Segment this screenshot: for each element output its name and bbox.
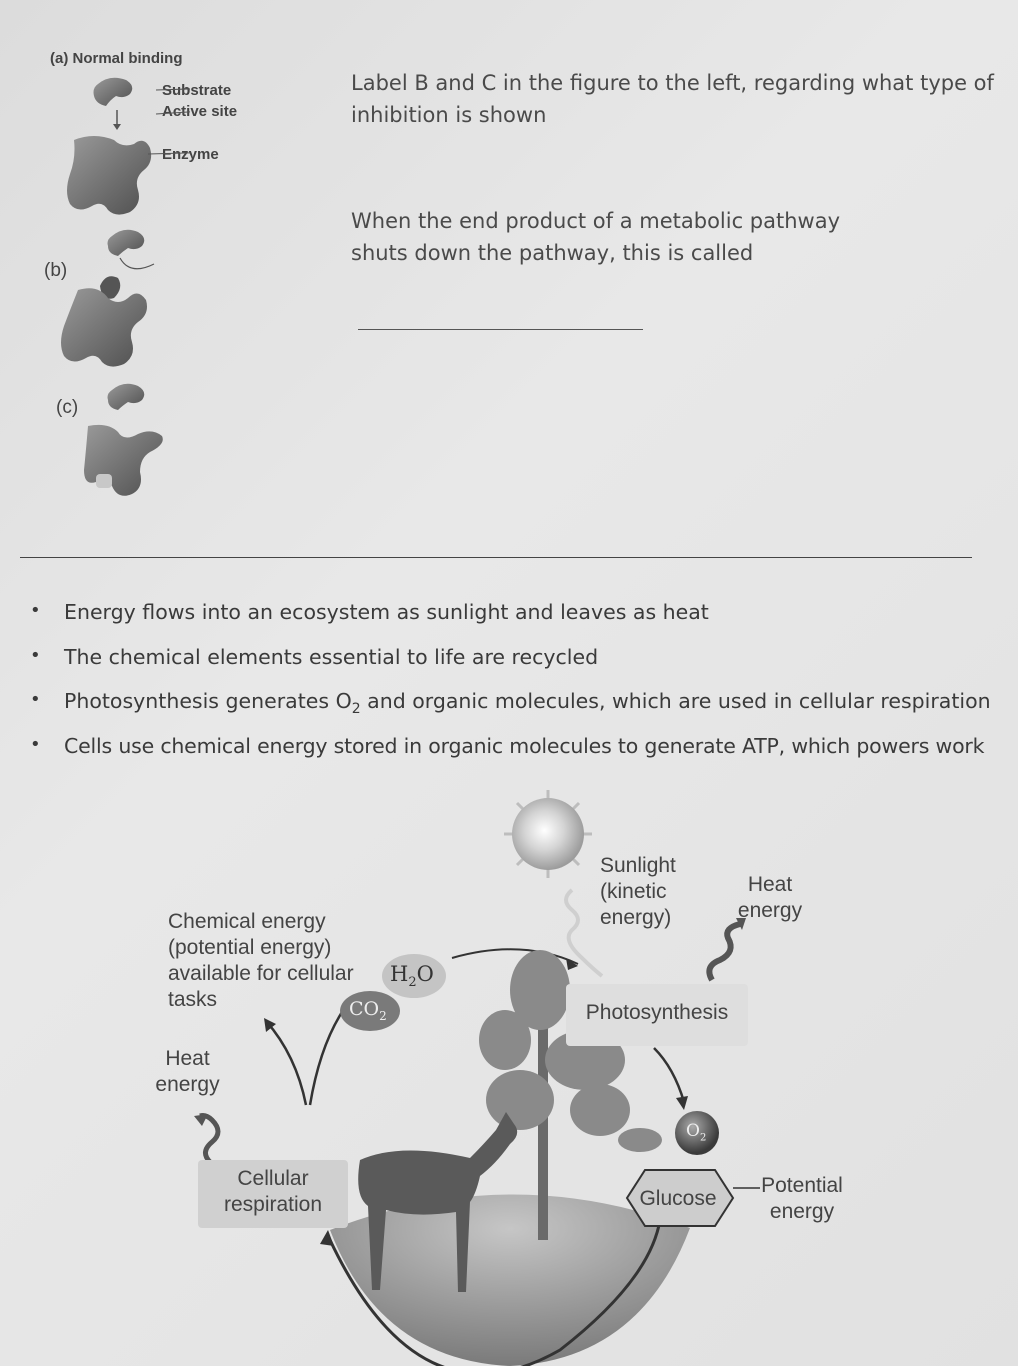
- substrate-shape-c: [108, 384, 145, 410]
- bullet-item: • Cells use chemical energy stored in organic molecules to generate ATP, which powers work: [30, 733, 985, 758]
- active-site-label: Active site: [162, 103, 238, 120]
- panel-a-label: (a) Normal binding: [50, 50, 183, 67]
- substrate-label: Substrate: [162, 82, 232, 99]
- bullet-item: • Energy flows into an ecosystem as sunlight and leaves as heat: [30, 600, 709, 624]
- sunlight-label: Sunlight (kinetic energy): [600, 854, 676, 929]
- substrate-shape-b: [108, 230, 145, 256]
- answer-blank-line[interactable]: [358, 329, 643, 330]
- bullet-text: Cells use chemical energy stored in organic molecules to generate ATP, which powers work: [64, 733, 985, 758]
- heat-energy-label-right: Heat energy: [737, 873, 803, 922]
- co2-label: $CO_2$: [349, 998, 387, 1023]
- glucose-label: Glucose: [639, 1187, 717, 1210]
- chemical-energy-label: Chemical energy (potential energy) available for cellular tasks: [168, 910, 354, 1011]
- bullet-item: • Photosynthesis generates $O_2$ and organic molecules, which are used in cellular respiration: [30, 689, 991, 718]
- cellular-respiration-label: Cellular respiration: [198, 1160, 348, 1228]
- arrow-to-chemical-energy-icon: [266, 1021, 306, 1105]
- enzyme-shape-b: [61, 288, 147, 366]
- enzyme-illustration: [60, 70, 190, 510]
- arrow-to-o2-icon: [654, 1048, 684, 1102]
- substrate-shape: [94, 78, 133, 106]
- section-divider: [20, 557, 972, 558]
- bullet-item: • The chemical elements essential to life are recycled: [30, 644, 599, 669]
- enzyme-shape-a: [67, 136, 151, 215]
- question-inhibition: Label B and C in the figure to the left, regarding what type of inhibition is shown: [351, 71, 994, 127]
- enzyme-label: Enzyme: [162, 146, 219, 163]
- enzyme-shape-c: [84, 425, 163, 496]
- h2o-label: $H_2O$: [390, 962, 434, 991]
- heat-energy-label-left: Heat energy: [155, 1047, 220, 1096]
- panel-b-label: (b): [44, 260, 68, 281]
- panel-c-label: (c): [56, 397, 79, 418]
- heat-arrow-icon-right: [709, 924, 740, 980]
- question-feedback: When the end product of a metabolic pathway shuts down the pathway, this is called: [351, 209, 841, 265]
- arrow-to-co2-icon: [310, 1009, 344, 1105]
- o2-label: $O_2$: [686, 1121, 707, 1144]
- bullet-text: The chemical elements essential to life are recycled: [64, 644, 599, 669]
- sun-icon: [504, 790, 592, 878]
- bullet-text: Energy flows into an ecosystem as sunlight and leaves as heat: [64, 600, 709, 624]
- photosynthesis-label: Photosynthesis: [566, 984, 748, 1046]
- bullet-list: [30, 600, 1015, 778]
- bullet-text: Photosynthesis generates $O_2$ and organic molecules, which are used in cellular respiration: [64, 689, 991, 718]
- potential-energy-label: Potential energy: [761, 1174, 843, 1223]
